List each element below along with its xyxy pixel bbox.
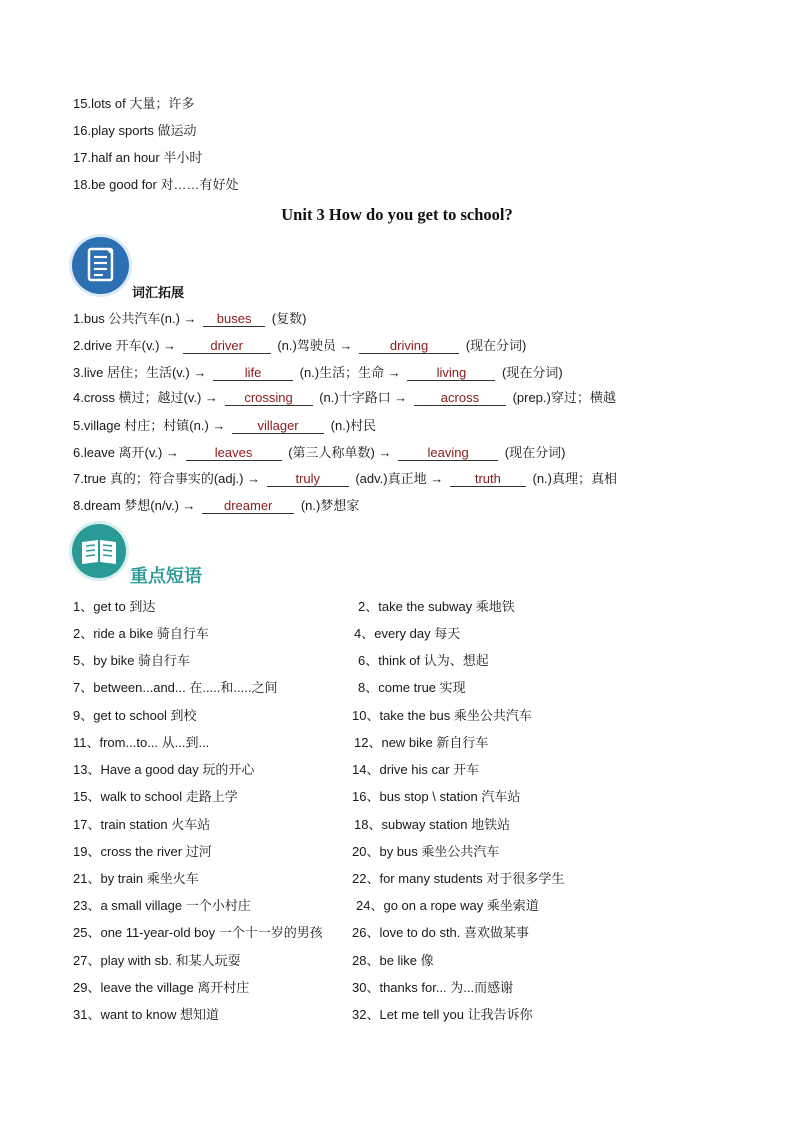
section-vocab-label: 词汇拓展 [132, 285, 185, 300]
phrase-item: 17、train station 火车站 [73, 817, 211, 832]
answer-blank: leaving [398, 445, 498, 461]
vocab-item [73, 444, 565, 462]
document-icon [72, 237, 129, 294]
phrase-item: 9、get to school 到校 [73, 708, 197, 723]
vocab-item [73, 337, 526, 355]
top-list-item: 16.play sports 做运动 [73, 123, 197, 138]
vocab-prompt: 2.drive 开车(v.) → [73, 338, 177, 353]
vocab-item [73, 470, 617, 488]
top-list-item: 15.lots of 大量；许多 [73, 96, 195, 111]
answer-blank: truth [450, 471, 526, 487]
vocab-item [73, 389, 616, 407]
phrase-item: 24、go on a rope way 乘坐索道 [356, 898, 539, 913]
answer-blank: driver [183, 338, 271, 354]
vocab-prompt: 3.live 居住；生活(v.) → [73, 365, 207, 380]
answer-blank: across [414, 390, 506, 406]
phrase-item: 18、subway station 地铁站 [354, 817, 511, 832]
answer-blank: life [213, 365, 293, 381]
answer-blank: buses [203, 311, 265, 327]
phrase-item: 14、drive his car 开车 [352, 762, 480, 777]
vocab-prompt: 8.dream 梦想(n/v.) → [73, 498, 196, 513]
phrase-item: 28、be like 像 [352, 953, 434, 968]
phrase-item: 21、by train 乘坐火车 [73, 871, 199, 886]
phrase-item: 13、Have a good day 玩的开心 [73, 762, 255, 777]
phrase-item: 10、take the bus 乘坐公共汽车 [352, 708, 532, 723]
phrase-item: 16、bus stop \ station 汽车站 [352, 789, 521, 804]
vocab-note: (现在分词) [465, 338, 527, 353]
section-phrases-label: 重点短语 [130, 566, 202, 586]
answer-blank: dreamer [202, 498, 294, 514]
phrase-item: 22、for many students 对于很多学生 [352, 871, 565, 886]
phrase-item: 1、get to 到达 [73, 599, 156, 614]
vocab-prompt: 5.village 村庄；村镇(n.) → [73, 418, 226, 433]
top-list-item: 17.half an hour 半小时 [73, 150, 203, 165]
answer-blank: truly [267, 471, 349, 487]
phrase-item: 29、leave the village 离开村庄 [73, 980, 250, 995]
vocab-item [73, 310, 306, 328]
vocab-note: (复数) [271, 311, 307, 326]
vocab-note: (n.)村民 [330, 418, 377, 433]
vocab-item [73, 417, 376, 435]
phrase-item: 5、by bike 骑自行车 [73, 653, 191, 668]
phrase-item: 7、between...and... 在.....和.....之间 [73, 680, 278, 695]
vocab-prompt: 1.bus 公共汽车(n.) → [73, 311, 197, 326]
phrase-item: 26、love to do sth. 喜欢做某事 [352, 925, 530, 940]
vocab-prompt: 7.true 真的；符合事实的(adj.) → [73, 471, 261, 486]
answer-blank: living [407, 365, 495, 381]
vocab-note: (prep.)穿过；横越 [512, 390, 616, 405]
phrase-item: 31、want to know 想知道 [73, 1007, 219, 1022]
top-list-item: 18.be good for 对……有好处 [73, 177, 239, 192]
answer-blank: leaves [186, 445, 282, 461]
vocab-note: (n.)生活；生命 → [299, 365, 401, 380]
phrase-item: 2、ride a bike 骑自行车 [73, 626, 209, 641]
phrase-item: 32、Let me tell you 让我告诉你 [352, 1007, 533, 1022]
answer-blank: crossing [225, 390, 313, 406]
unit-title: Unit 3 How do you get to school? [281, 205, 513, 224]
vocab-prompt: 4.cross 横过；越过(v.) → [73, 390, 218, 405]
answer-blank: driving [359, 338, 459, 354]
phrase-item: 20、by bus 乘坐公共汽车 [352, 844, 500, 859]
phrase-item: 2、take the subway 乘地铁 [358, 599, 515, 614]
phrase-item: 30、thanks for... 为...而感谢 [352, 980, 514, 995]
vocab-item [73, 497, 359, 515]
vocab-note: (现在分词) [504, 445, 566, 460]
phrase-item: 25、one 11-year-old boy 一个十一岁的男孩 [73, 925, 323, 940]
vocab-note: (n.)梦想家 [300, 498, 360, 513]
vocab-note: (n.)十字路口 → [319, 390, 408, 405]
phrase-item: 12、new bike 新自行车 [354, 735, 489, 750]
phrase-item: 27、play with sb. 和某人玩耍 [73, 953, 241, 968]
vocab-note: (第三人称单数) → [288, 445, 392, 460]
vocab-note: (adv.)真正地 → [355, 471, 444, 486]
vocab-note: (n.)真理；真相 [532, 471, 617, 486]
vocab-note: (n.)驾驶员 → [277, 338, 353, 353]
phrase-item: 23、a small village 一个小村庄 [73, 898, 251, 913]
phrase-item: 4、every day 每天 [354, 626, 461, 641]
vocab-prompt: 6.leave 离开(v.) → [73, 445, 179, 460]
phrase-item: 8、come true 实现 [358, 680, 466, 695]
answer-blank: villager [232, 418, 324, 434]
phrase-item: 19、cross the river 过河 [73, 844, 212, 859]
vocab-item [73, 364, 563, 382]
phrase-item: 6、think of 认为、想起 [358, 653, 489, 668]
open-book-icon [72, 524, 126, 578]
phrase-item: 15、walk to school 走路上学 [73, 789, 238, 804]
vocab-note: (现在分词) [502, 365, 563, 380]
phrase-item: 11、from...to... 从...到... [73, 735, 210, 750]
